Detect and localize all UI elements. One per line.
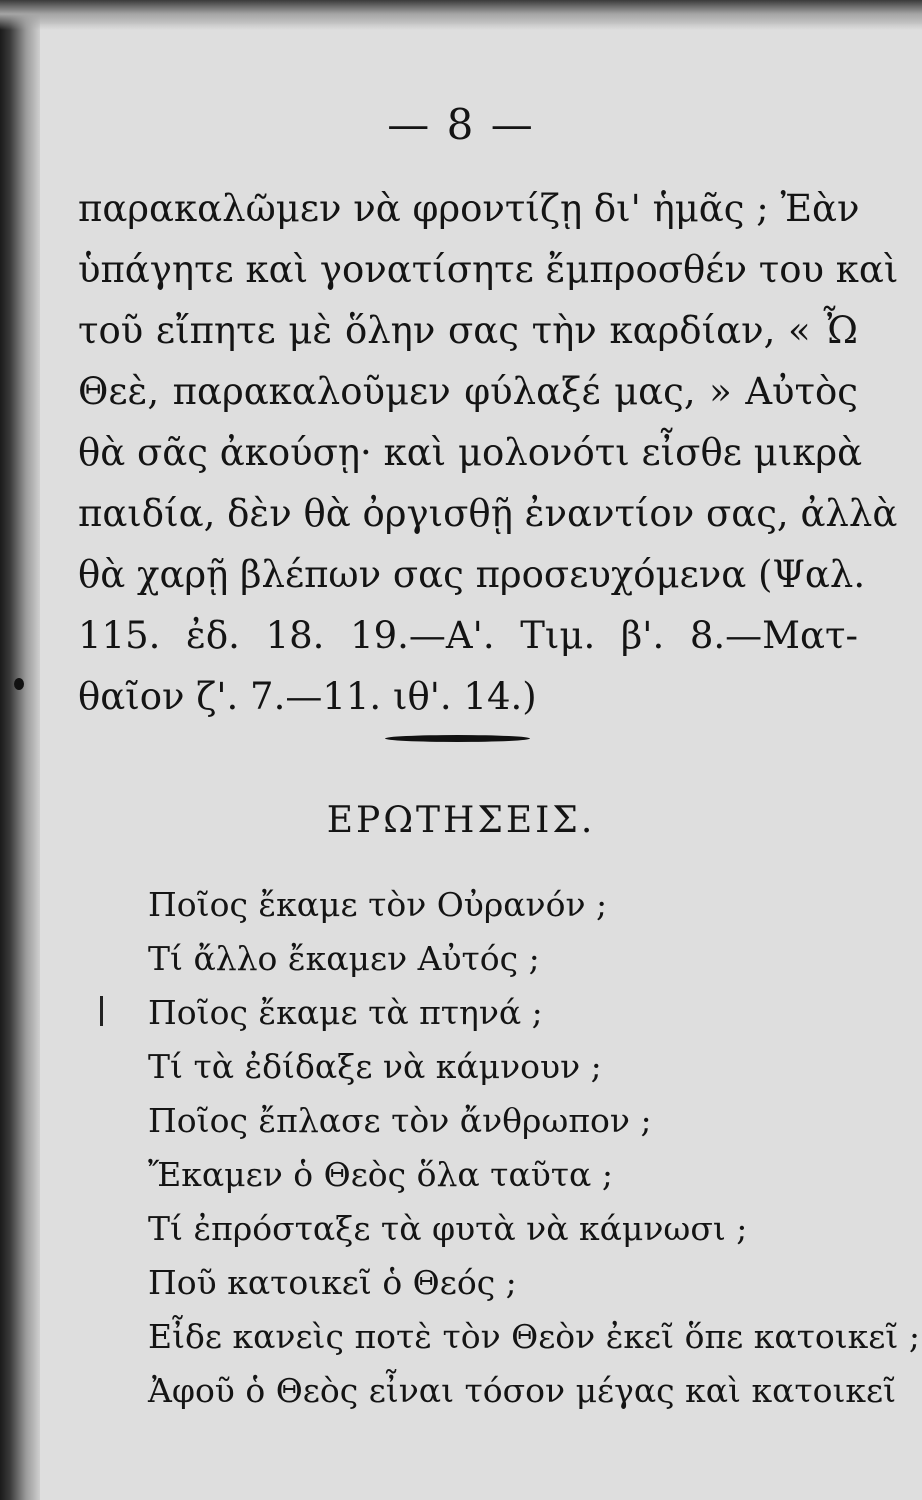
question-item: Τί ἄλλο ἔκαμεν Αὐτός ; <box>148 939 540 978</box>
section-divider <box>385 735 530 742</box>
body-line: τοῦ εἴπητε μὲ ὅλην σας τὴν καρδίαν, « Ὦ <box>78 309 858 352</box>
body-line: θὰ σᾶς ἀκούσῃ· καὶ μολονότι εἶσθε μικρὰ <box>78 431 863 474</box>
question-item: Ἀφοῦ ὁ Θεὸς εἶναι τόσον μέγας καὶ κατοικεῖ <box>148 1371 897 1410</box>
page-top-shadow <box>0 0 922 30</box>
body-line: θαῖον ζ'. 7.—11. ιθ'. 14.) <box>78 675 537 718</box>
body-line: θὰ χαρῇ βλέπων σας προσευχόμενα (Ψαλ. <box>78 553 866 596</box>
body-line: 115. ἐδ. 18. 19.—Α'. Τιμ. β'. 8.—Ματ- <box>78 614 858 657</box>
body-paragraph <box>78 178 899 727</box>
body-line: ὑπάγητε καὶ γονατίσητε ἔμπροσθέν του καὶ <box>78 248 899 291</box>
body-line: παρακαλῶμεν νὰ φροντίζῃ δι' ἡμᾶς ; Ἐὰν <box>78 187 860 230</box>
question-item: Εἶδε κανεὶς ποτὲ τὸν Θεὸν ἐκεῖ ὅπε κατοικεῖ ; <box>148 1317 920 1356</box>
margin-ink-dot <box>14 678 24 690</box>
question-item: Ποῦ κατοικεῖ ὁ Θεός ; <box>148 1263 517 1302</box>
body-line: παιδία, δὲν θὰ ὀργισθῇ ἐναντίον σας, ἀλλὰ <box>78 492 898 535</box>
section-heading: ΕΡΩΤΗΣΕΙΣ. <box>326 800 596 841</box>
questions-list <box>148 878 920 1418</box>
book-binding-edge <box>0 0 40 1500</box>
question-item: Ποῖος ἔκαμε τὰ πτηνά ; <box>148 993 543 1032</box>
question-item: Ποῖος ἔπλασε τὸν ἄνθρωπον ; <box>148 1101 652 1140</box>
question-item: Ἔκαμεν ὁ Θεὸς ὅλα ταῦτα ; <box>148 1155 613 1194</box>
margin-pencil-mark <box>100 996 103 1026</box>
question-item: Ποῖος ἔκαμε τὸν Οὐρανόν ; <box>148 885 608 924</box>
page-number: — 8 — <box>387 100 535 149</box>
body-line: Θεὲ, παρακαλοῦμεν φύλαξέ μας, » Αὐτὸς <box>78 370 858 413</box>
question-item: Τί ἐπρόσταξε τὰ φυτὰ νὰ κάμνωσι ; <box>148 1209 748 1248</box>
question-item: Τί τὰ ἐδίδαξε νὰ κάμνουν ; <box>148 1047 602 1086</box>
